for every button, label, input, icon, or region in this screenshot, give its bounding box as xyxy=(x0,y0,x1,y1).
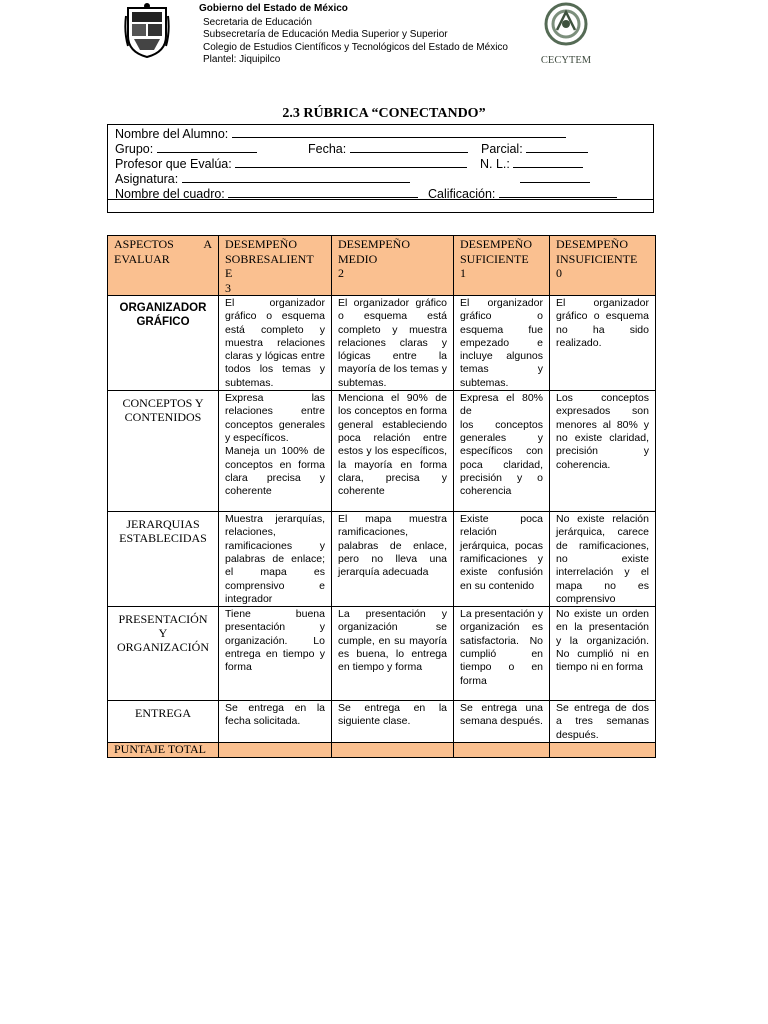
partial-row xyxy=(481,141,588,156)
header-outstanding-line1: DESEMPEÑO xyxy=(225,237,298,251)
header-aspects-word: ASPECTOS xyxy=(114,237,174,251)
header-insufficient-line2: INSUFICIENTE xyxy=(556,251,638,266)
criterion-cell: El organizador gráfico o esquema está completo y muestra relaciones claras y lógicas entre todos los temas y subtemas. xyxy=(219,296,332,391)
table-row xyxy=(108,296,656,391)
total-cell[interactable] xyxy=(332,743,454,758)
header-medium xyxy=(332,236,454,296)
total-cell[interactable] xyxy=(454,743,550,758)
aspect-cell xyxy=(108,607,219,701)
aspect-label: CONTENIDOS xyxy=(124,410,202,425)
government-name: Gobierno del Estado de México xyxy=(199,3,348,14)
group-row xyxy=(115,141,257,156)
chart-name-label: Nombre del cuadro: xyxy=(115,187,225,201)
subject-row xyxy=(115,171,410,186)
criterion-text: los conceptos generales y específicos con poca claridad, precisión y o coherencia xyxy=(460,418,543,498)
student-name-field[interactable] xyxy=(232,126,566,138)
header-outstanding xyxy=(219,236,332,296)
grade-label: Calificación: xyxy=(428,187,496,201)
criterion-cell: La presentación y organización se cumple, en su mayoría es buena, lo entrega en tiempo y forma xyxy=(332,607,454,701)
student-info-box xyxy=(107,124,654,213)
list-number-row xyxy=(480,156,583,171)
criterion-text: Expresa el 80% de xyxy=(460,392,543,418)
header-medium-line2: MEDIO xyxy=(338,251,378,266)
header-line-1: Secretaria de Educación xyxy=(203,16,312,28)
state-coat-of-arms-logo xyxy=(124,2,170,58)
aspect-cell xyxy=(108,701,219,743)
criterion-cell xyxy=(454,391,550,512)
aspect-cell xyxy=(108,296,219,391)
header-medium-score: 2 xyxy=(338,266,344,280)
table-row xyxy=(108,701,656,743)
subject-field[interactable] xyxy=(182,171,410,183)
criterion-cell: El organizador gráfico o esquema fue empezado e incluye algunos temas y subtemas. xyxy=(454,296,550,391)
student-name-row xyxy=(115,126,566,141)
header-aspects xyxy=(108,236,219,296)
criterion-cell: No existe relación jerárquica, carece de ramificaciones, no existe interrelación y el mapa no es comprensivo xyxy=(550,512,656,607)
date-label: Fecha: xyxy=(308,142,347,156)
aspect-label: PRESENTACIÓN xyxy=(118,612,208,627)
criterion-cell: No existe un orden en la presentación y la organización. No cumplió ni en tiempo ni en forma xyxy=(550,607,656,701)
criterion-cell: Se entrega en la fecha solicitada. xyxy=(219,701,332,743)
subject-label: Asignatura: xyxy=(115,172,179,186)
header-aspects-evaluate: EVALUAR xyxy=(114,251,170,266)
aspect-label: ESTABLECIDAS xyxy=(119,531,207,546)
header-insufficient-score: 0 xyxy=(556,266,562,280)
page-title: 2.3 RÚBRICA “CONECTANDO” xyxy=(282,106,486,121)
criterion-cell: Tiene buena presentación y organización. Lo entrega en tiempo y forma xyxy=(219,607,332,701)
teacher-label: Profesor que Evalúa: xyxy=(115,157,232,171)
teacher-row xyxy=(115,156,467,171)
aspect-label: GRÁFICO xyxy=(136,316,190,328)
header-outstanding-score: 3 xyxy=(225,280,231,295)
criterion-cell: Los conceptos expresados son menores al 80% y no existe claridad, precisión y coherencia. xyxy=(550,391,656,512)
criterion-cell: El mapa muestra ramificaciones, palabras de enlace, pero no lleva una jerarquía adecuada xyxy=(332,512,454,607)
aspect-label: Y xyxy=(158,626,168,641)
criterion-cell: Existe poca relación jerárquica, pocas ramificaciones y existe confusión en su contenido xyxy=(454,512,550,607)
aspect-label: ORGANIZACIÓN xyxy=(117,640,209,655)
criterion-text: Maneja un 100% de conceptos en forma clara precisa y coherente xyxy=(225,445,325,498)
aspect-cell xyxy=(108,512,219,607)
chart-name-field[interactable] xyxy=(228,186,418,198)
criterion-cell: El organizador gráfico o esquema está completo y muestra relaciones claras y lógicas entre la mayoría de los temas y subtemas. xyxy=(332,296,454,391)
date-field[interactable] xyxy=(350,141,468,153)
header-row xyxy=(108,236,656,296)
header-line-3: Colegio de Estudios Científicos y Tecnológicos del Estado de México xyxy=(203,41,508,53)
header-outstanding-line3: E xyxy=(225,266,233,280)
criterion-cell: El organizador gráfico o esquema no ha sido realizado. xyxy=(550,296,656,391)
criterion-cell: Se entrega de dos a tres semanas después. xyxy=(550,701,656,743)
aspect-label: JERARQUIAS xyxy=(126,517,200,532)
header-sufficient-line1: DESEMPEÑO xyxy=(460,237,533,251)
cecytem-logo xyxy=(535,0,597,66)
group-field[interactable] xyxy=(157,141,257,153)
rubric-table xyxy=(107,235,656,758)
criterion-cell: Menciona el 90% de los conceptos en forma general estableciendo poca relación entre estos y los específicos, la mayoría en forma clara, precisa y coherente xyxy=(332,391,454,512)
date-row xyxy=(308,141,468,156)
institution-header xyxy=(199,3,508,67)
criterion-cell xyxy=(219,391,332,512)
cecytem-logo-text: CECYTEM xyxy=(540,55,592,66)
partial-label: Parcial: xyxy=(481,142,523,156)
criterion-text: Expresa las relaciones entre conceptos generales y específicos. xyxy=(225,392,325,444)
criterion-cell: Muestra jerarquías, relaciones, ramificaciones y palabras de enlace; el mapa es comprensivo e integrador xyxy=(219,512,332,607)
header-sufficient-score: 1 xyxy=(460,266,466,280)
extra-blank-row xyxy=(520,171,590,186)
criterion-cell: La presentación y organización es satisfactoria. No cumplió en tiempo o en forma xyxy=(454,607,550,701)
total-row xyxy=(108,743,656,758)
aspect-label: CONCEPTOS Y xyxy=(122,396,204,411)
teacher-field[interactable] xyxy=(235,156,467,168)
header-line-2: Subsecretaría de Educación Media Superior y Superior xyxy=(203,29,448,40)
header-medium-line1: DESEMPEÑO xyxy=(338,237,411,251)
criterion-cell: Se entrega en la siguiente clase. xyxy=(332,701,454,743)
table-row xyxy=(108,512,656,607)
info-box-divider xyxy=(108,199,653,200)
header-insufficient-line1: DESEMPEÑO xyxy=(556,237,629,251)
extra-blank-field[interactable] xyxy=(520,171,590,183)
student-name-label: Nombre del Alumno: xyxy=(115,127,229,141)
table-row xyxy=(108,391,656,512)
partial-field[interactable] xyxy=(526,141,588,153)
table-row xyxy=(108,607,656,701)
header-sufficient xyxy=(454,236,550,296)
list-number-label: N. L.: xyxy=(480,157,510,171)
total-cell[interactable] xyxy=(550,743,656,758)
header-insufficient xyxy=(550,236,656,296)
header-outstanding-line2: SOBRESALIENT xyxy=(225,251,314,266)
list-number-field[interactable] xyxy=(513,156,583,168)
total-label: PUNTAJE TOTAL xyxy=(108,743,219,758)
aspect-cell xyxy=(108,391,219,512)
header-line-4: Plantel: Jiquipilco xyxy=(203,54,281,65)
total-cell[interactable] xyxy=(219,743,332,758)
header-sufficient-line2: SUFICIENTE xyxy=(460,251,529,266)
group-label: Grupo: xyxy=(115,142,154,156)
aspect-label: ENTREGA xyxy=(135,706,191,721)
criterion-cell: Se entrega una semana después. xyxy=(454,701,550,743)
aspect-label: ORGANIZADOR xyxy=(119,302,207,314)
grade-field[interactable] xyxy=(499,186,617,198)
header-aspects-a: A xyxy=(203,237,212,251)
